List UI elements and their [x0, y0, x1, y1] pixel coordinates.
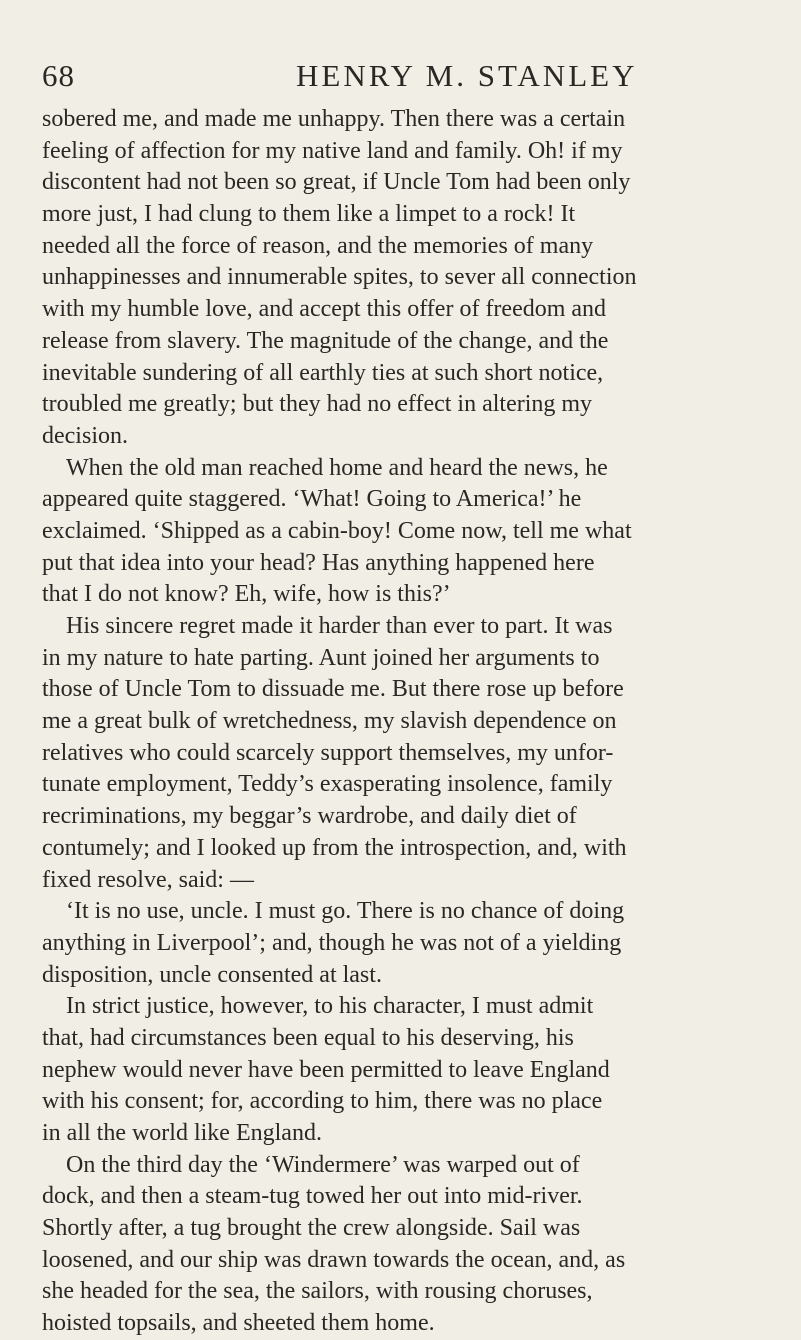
text-line: appeared quite staggered. ‘What! Going to America!’ he	[42, 486, 582, 513]
text-line: anything in Liverpool’; and, though he was not of a yielding	[42, 929, 622, 956]
text-line: When the old man reached home and heard the news, he	[66, 454, 608, 481]
text-line: release from slavery. The magnitude of the change, and the	[42, 327, 609, 354]
page-header	[42, 56, 758, 96]
text-line: that I do not know? Eh, wife, how is this?’	[42, 581, 451, 608]
text-line: feeling of affection for my native land and family. Oh! if my	[42, 137, 623, 164]
text-line: with his consent; for, according to him, there was no place	[42, 1088, 603, 1115]
text-line: ‘It is no use, uncle. I must go. There is no chance of doing	[66, 898, 625, 925]
text-line: in my nature to hate parting. Aunt joined her arguments to	[42, 644, 600, 671]
text-line: dock, and then a steam-tug towed her out into mid-river.	[42, 1183, 583, 1210]
text-line: inevitable sundering of all earthly ties at such short notice,	[42, 359, 604, 386]
text-line: needed all the force of reason, and the memories of many	[42, 232, 594, 259]
text-line: she headed for the sea, the sailors, with rousing choruses,	[42, 1278, 593, 1305]
text-line: On the third day the ‘Windermere’ was warped out of	[66, 1151, 580, 1178]
text-line: those of Uncle Tom to dissuade me. But there rose up before	[42, 676, 624, 703]
text-line: disposition, uncle consented at last.	[42, 961, 382, 988]
text-line: relatives who could scarcely support themselves, my unfor-	[42, 739, 614, 766]
text-line: with my humble love, and accept this offer of freedom and	[42, 296, 607, 323]
text-line: discontent had not been so great, if Uncle Tom had been only	[42, 169, 631, 196]
text-line: contumely; and I looked up from the introspection, and, with	[42, 834, 627, 861]
body-text	[42, 104, 762, 1340]
text-line: Shortly after, a tug brought the crew alongside. Sail was	[42, 1215, 581, 1242]
text-line: decision.	[42, 422, 128, 449]
text-line: loosened, and our ship was drawn towards the ocean, and, as	[42, 1246, 626, 1273]
text-line: hoisted topsails, and sheeted them home.	[42, 1310, 435, 1337]
text-line: His sincere regret made it harder than ever to part. It was	[66, 613, 613, 639]
text-line: more just, I had clung to them like a limpet to a rock! It	[42, 201, 576, 228]
text-line: troubled me greatly; but they had no effect in altering my	[42, 391, 593, 418]
text-line: in all the world like England.	[42, 1120, 322, 1146]
text-line: recriminations, my beggar’s wardrobe, and daily diet of	[42, 803, 577, 830]
text-line: that, had circumstances been equal to his deserving, his	[42, 1024, 574, 1051]
text-line: put that idea into your head? Has anything happened here	[42, 549, 595, 576]
text-line: sobered me, and made me unhappy. Then there was a certain	[42, 106, 626, 132]
running-head: HENRY M. STANLEY	[296, 58, 638, 93]
page-number: 68	[42, 58, 75, 93]
text-line: me a great bulk of wretchedness, my slavish dependence on	[42, 708, 617, 735]
text-line: nephew would never have been permitted to leave England	[42, 1056, 610, 1083]
text-line: tunate employment, Teddy’s exasperating insolence, family	[42, 771, 613, 798]
text-line: exclaimed. ‘Shipped as a cabin-boy! Come now, tell me what	[42, 517, 632, 544]
text-line: In strict justice, however, to his character, I must admit	[66, 993, 594, 1020]
text-line: unhappinesses and innumerable spites, to sever all connection	[42, 264, 637, 291]
text-line: fixed resolve, said: —	[42, 866, 254, 893]
